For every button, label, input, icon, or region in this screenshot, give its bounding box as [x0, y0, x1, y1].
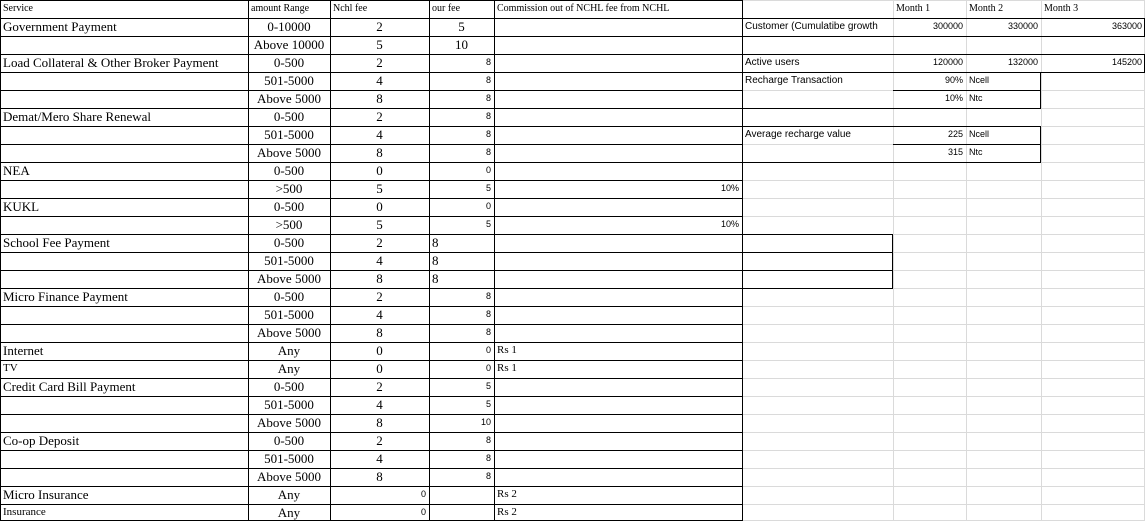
service-cell[interactable]: Demat/Mero Share Renewal: [3, 109, 152, 124]
grid-line: [1041, 0, 1042, 521]
note-cell[interactable]: [494, 414, 742, 432]
nchl-fee-cell[interactable]: 4: [376, 397, 383, 412]
nchl-fee-cell[interactable]: 8: [376, 91, 383, 106]
service-cell[interactable]: Load Collateral & Other Broker Payment: [3, 55, 219, 70]
our-fee-cell[interactable]: 8: [485, 75, 491, 85]
nchl-fee-cell[interactable]: 4: [376, 127, 383, 142]
service-cell[interactable]: KUKL: [3, 199, 40, 214]
nchl-fee-cell[interactable]: 0: [420, 489, 426, 499]
cell-border: [742, 288, 893, 289]
service-cell[interactable]: [0, 72, 248, 90]
service-cell[interactable]: Micro Insurance: [3, 487, 89, 502]
note-cell[interactable]: [494, 468, 742, 486]
header-nchl-fee[interactable]: Nchl fee: [333, 3, 368, 14]
service-cell[interactable]: School Fee Payment: [3, 235, 110, 250]
our-fee-cell[interactable]: 8: [432, 235, 439, 250]
amount-range-cell[interactable]: 0-500: [273, 379, 305, 394]
service-cell[interactable]: Credit Card Bill Payment: [3, 379, 136, 394]
our-fee-cell[interactable]: 8: [485, 57, 491, 67]
our-fee-cell[interactable]: 8: [485, 291, 491, 301]
amount-range-cell[interactable]: 0-500: [273, 163, 305, 178]
amount-range-cell[interactable]: 0-500: [273, 109, 305, 124]
note-cell[interactable]: Rs 1: [497, 344, 517, 356]
amount-range-cell[interactable]: Any: [277, 343, 301, 358]
nchl-fee-cell[interactable]: 8: [376, 145, 383, 160]
amount-range-cell[interactable]: 0-500: [273, 55, 305, 70]
amount-range-cell[interactable]: >500: [275, 217, 303, 232]
amount-range-cell[interactable]: 0-500: [273, 235, 305, 250]
amount-range-cell[interactable]: 0-500: [273, 199, 305, 214]
average-recharge-ntc-label[interactable]: Ntc: [969, 147, 983, 157]
service-cell[interactable]: [0, 144, 248, 162]
amount-range-cell[interactable]: 501-5000: [264, 397, 314, 412]
header-month3[interactable]: Month 3: [1044, 3, 1079, 14]
note-cell[interactable]: [494, 126, 742, 144]
service-cell[interactable]: TV: [3, 362, 18, 374]
cell-border: [742, 162, 1041, 163]
note-cell[interactable]: [494, 234, 742, 252]
service-cell[interactable]: [0, 252, 248, 270]
service-cell[interactable]: [0, 36, 248, 54]
our-fee-cell[interactable]: 8: [485, 147, 491, 157]
service-cell[interactable]: [0, 270, 248, 288]
amount-range-cell[interactable]: Above 5000: [257, 415, 321, 430]
header-our-fee[interactable]: our fee: [432, 3, 461, 14]
note-cell[interactable]: [494, 144, 742, 162]
nchl-fee-cell[interactable]: 8: [376, 271, 383, 286]
service-cell[interactable]: [0, 216, 248, 234]
nchl-fee-cell[interactable]: 2: [376, 379, 383, 394]
note-cell[interactable]: [494, 90, 742, 108]
our-fee-cell[interactable]: 8: [432, 253, 439, 268]
note-cell[interactable]: Rs 2: [497, 506, 517, 518]
nchl-fee-cell[interactable]: 2: [376, 19, 383, 34]
recharge-ntc-label[interactable]: Ntc: [969, 93, 983, 103]
cell-border: [742, 108, 1041, 109]
recharge-ncell-percent[interactable]: 90%: [944, 75, 963, 85]
nchl-fee-cell[interactable]: 5: [376, 217, 383, 232]
nchl-fee-cell[interactable]: 4: [376, 307, 383, 322]
note-cell[interactable]: [494, 216, 742, 234]
average-recharge-ncell-label[interactable]: Ncell: [969, 129, 990, 139]
nchl-fee-cell[interactable]: 2: [376, 289, 383, 304]
service-cell[interactable]: Government Payment: [3, 19, 117, 34]
our-fee-cell[interactable]: 8: [485, 435, 491, 445]
amount-range-cell[interactable]: 501-5000: [264, 253, 314, 268]
customer-month2[interactable]: 330000: [1007, 21, 1038, 31]
our-fee-cell[interactable]: 8: [485, 129, 491, 139]
customer-month1[interactable]: 300000: [932, 21, 963, 31]
amount-range-cell[interactable]: Any: [277, 505, 301, 520]
amount-range-cell[interactable]: 0-500: [273, 433, 305, 448]
note-cell[interactable]: Rs 1: [497, 362, 517, 374]
commission-cell[interactable]: 10%: [720, 183, 739, 193]
cell-border: [742, 270, 893, 271]
service-cell[interactable]: [0, 468, 248, 486]
recharge-ncell-label[interactable]: Ncell: [969, 75, 990, 85]
our-fee-cell[interactable]: 8: [485, 327, 491, 337]
note-cell[interactable]: [494, 198, 742, 216]
our-fee-cell[interactable]: 10: [480, 417, 491, 427]
note-cell[interactable]: [494, 288, 742, 306]
amount-range-cell[interactable]: Above 5000: [257, 271, 321, 286]
note-cell[interactable]: [494, 54, 742, 72]
note-cell[interactable]: [494, 450, 742, 468]
nchl-fee-cell[interactable]: 2: [376, 433, 383, 448]
note-cell[interactable]: Rs 2: [497, 488, 517, 500]
service-cell[interactable]: [0, 414, 248, 432]
nchl-fee-cell[interactable]: 8: [376, 415, 383, 430]
service-cell[interactable]: Insurance: [3, 506, 46, 518]
note-cell[interactable]: [494, 180, 742, 198]
cell-border: [892, 234, 893, 288]
note-cell[interactable]: [494, 396, 742, 414]
amount-range-cell[interactable]: 501-5000: [264, 451, 314, 466]
nchl-fee-cell[interactable]: 4: [376, 73, 383, 88]
note-cell[interactable]: [494, 432, 742, 450]
note-cell[interactable]: [494, 162, 742, 180]
nchl-fee-cell[interactable]: 2: [376, 55, 383, 70]
service-cell[interactable]: [0, 180, 248, 198]
our-fee-cell[interactable]: 8: [485, 93, 491, 103]
header-month2[interactable]: Month 2: [969, 3, 1004, 14]
recharge-ntc-percent[interactable]: 10%: [944, 93, 963, 103]
our-fee-cell[interactable]: 8: [485, 111, 491, 121]
our-fee-cell[interactable]: 0: [485, 363, 491, 373]
nchl-fee-cell[interactable]: 4: [376, 253, 383, 268]
nchl-fee-cell[interactable]: 2: [376, 109, 383, 124]
nchl-fee-cell[interactable]: 0: [376, 343, 383, 358]
our-fee-cell[interactable]: 8: [485, 471, 491, 481]
our-fee-cell[interactable]: [429, 504, 494, 522]
nchl-fee-cell[interactable]: 5: [376, 37, 383, 52]
note-cell[interactable]: [494, 270, 742, 288]
nchl-fee-cell[interactable]: 4: [376, 451, 383, 466]
service-cell[interactable]: [0, 324, 248, 342]
header-service[interactable]: Service: [3, 3, 33, 14]
our-fee-cell[interactable]: 8: [485, 453, 491, 463]
customer-label[interactable]: Customer (Cumulatibe growth: [745, 21, 878, 32]
service-cell[interactable]: Co-op Deposit: [3, 433, 80, 448]
amount-range-cell[interactable]: Above 5000: [257, 91, 321, 106]
service-cell[interactable]: Internet: [3, 343, 44, 358]
nchl-fee-cell[interactable]: 0: [420, 507, 426, 517]
nchl-fee-cell[interactable]: 8: [376, 469, 383, 484]
note-cell[interactable]: [494, 378, 742, 396]
note-cell[interactable]: [494, 324, 742, 342]
nchl-fee-cell[interactable]: 0: [376, 199, 383, 214]
our-fee-cell[interactable]: 5: [485, 183, 491, 193]
amount-range-cell[interactable]: 501-5000: [264, 73, 314, 88]
service-cell[interactable]: NEA: [3, 163, 30, 178]
cell-border: [742, 234, 893, 235]
average-recharge-label[interactable]: Average recharge value: [745, 129, 851, 140]
amount-range-cell[interactable]: Above 5000: [257, 325, 321, 340]
amount-range-cell[interactable]: Any: [277, 361, 301, 376]
note-cell[interactable]: [494, 108, 742, 126]
service-cell[interactable]: [0, 90, 248, 108]
service-cell[interactable]: [0, 450, 248, 468]
note-cell[interactable]: [494, 72, 742, 90]
header-commission[interactable]: Commission out of NCHL fee from NCHL: [497, 3, 670, 14]
active-users-month3[interactable]: 145200: [1111, 57, 1142, 67]
amount-range-cell[interactable]: Above 5000: [257, 469, 321, 484]
cell-border: [742, 252, 893, 253]
amount-range-cell[interactable]: 0-500: [273, 289, 305, 304]
our-fee-cell[interactable]: 5: [458, 19, 465, 34]
our-fee-cell[interactable]: 0: [485, 165, 491, 175]
our-fee-cell[interactable]: 0: [485, 201, 491, 211]
commission-cell[interactable]: 10%: [720, 219, 739, 229]
nchl-fee-cell[interactable]: 2: [376, 235, 383, 250]
note-cell[interactable]: [494, 18, 742, 36]
nchl-fee-cell[interactable]: 0: [376, 163, 383, 178]
nchl-fee-cell[interactable]: 8: [376, 325, 383, 340]
service-cell[interactable]: [0, 306, 248, 324]
our-fee-cell[interactable]: 8: [485, 309, 491, 319]
amount-range-cell[interactable]: 501-5000: [264, 127, 314, 142]
header-month1[interactable]: Month 1: [896, 3, 931, 14]
our-fee-cell[interactable]: 5: [485, 219, 491, 229]
service-cell[interactable]: Micro Finance Payment: [3, 289, 128, 304]
active-users-month2[interactable]: 132000: [1007, 57, 1038, 67]
average-recharge-ncell-value[interactable]: 225: [947, 129, 963, 139]
amount-range-cell[interactable]: Any: [277, 487, 301, 502]
nchl-fee-cell[interactable]: 5: [376, 181, 383, 196]
recharge-transaction-label[interactable]: Recharge Transaction: [745, 75, 843, 86]
active-users-month1[interactable]: 120000: [932, 57, 963, 67]
our-fee-cell[interactable]: [429, 486, 494, 504]
our-fee-cell[interactable]: 8: [432, 271, 439, 286]
note-cell[interactable]: [494, 252, 742, 270]
amount-range-cell[interactable]: Above 5000: [257, 145, 321, 160]
note-cell[interactable]: [494, 36, 742, 54]
note-cell[interactable]: [494, 306, 742, 324]
service-cell[interactable]: [0, 396, 248, 414]
service-cell[interactable]: [0, 126, 248, 144]
cell-border: [742, 36, 1145, 37]
active-users-label[interactable]: Active users: [745, 57, 800, 68]
amount-range-cell[interactable]: 0-10000: [267, 19, 311, 34]
our-fee-cell[interactable]: 5: [485, 381, 491, 391]
header-amount-range[interactable]: amount Range: [251, 3, 310, 14]
amount-range-cell[interactable]: Above 10000: [253, 37, 325, 52]
customer-month3[interactable]: 363000: [1111, 21, 1142, 31]
our-fee-cell[interactable]: 10: [455, 37, 468, 52]
amount-range-cell[interactable]: >500: [275, 181, 303, 196]
average-recharge-ntc-value[interactable]: 315: [947, 147, 963, 157]
amount-range-cell[interactable]: 501-5000: [264, 307, 314, 322]
nchl-fee-cell[interactable]: 0: [376, 361, 383, 376]
our-fee-cell[interactable]: 5: [485, 399, 491, 409]
our-fee-cell[interactable]: 0: [485, 345, 491, 355]
